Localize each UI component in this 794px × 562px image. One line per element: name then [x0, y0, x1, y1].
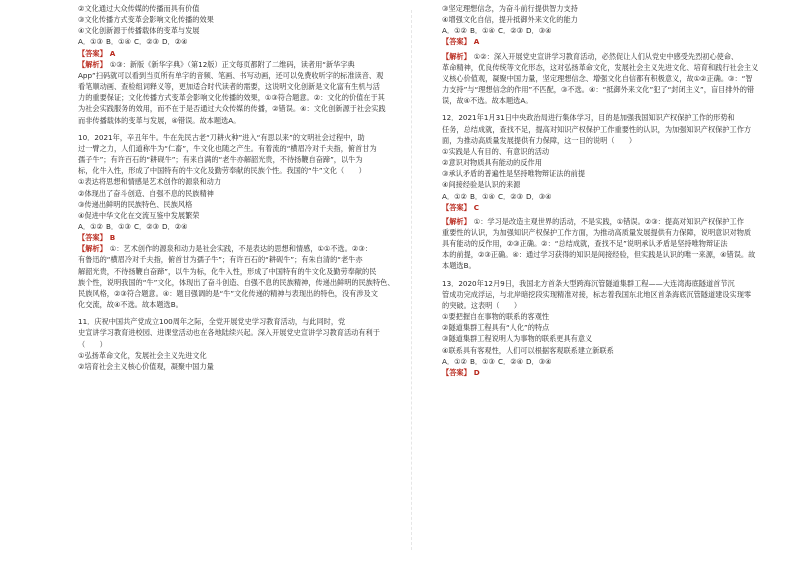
option-line: ①要把握自在事物的联系的客观性	[442, 312, 550, 322]
analysis-line: 【解析】 ①③：新版《新华字典》（第12版）正文每页都附了二维码，读者用“新华字典	[78, 59, 355, 69]
analysis-line: 【解析】 ①：艺术创作的源泉和动力是社会实践，不是表达的思想和情感，①①不选。②③：	[78, 244, 372, 254]
analysis-line: 化交流，故④不选。故本题选B。	[78, 300, 183, 310]
analysis-line: 重要性的认识，为加强知识产权保护工作方面，为推动高质量发展提供有力保障，说明意识对物质	[442, 227, 752, 237]
analysis-line: 【解析】 ①②：深入开展党史宣讲学习教育活动，必然促让人们从党史中感受先烈初心使命、	[442, 51, 739, 61]
question-text: 任务，总结成就，查找不足，提高对知识产权保护工作重要性的认识，为加强知识产权保护工作方	[442, 124, 752, 134]
analysis-line: 解韶光贵，不待扬鞭自奋蹄”，以牛为标，化牛入性，形成了中国特有的牛文化及勤劳奉献的民	[78, 266, 377, 276]
option-line: ③坚定理想信念，为奋斗前行提供智力支持	[442, 4, 578, 13]
option-line: ②文化通过大众传媒的传播而具有价值	[78, 4, 200, 13]
option-line: ④文化创新源于传播载体的变革与发展	[78, 26, 200, 36]
analysis-line: 误，故④不选。故本题选A。	[442, 96, 533, 106]
question-text: 史宣讲学习教育进校园、进课堂活动也在各地陆续兴起。深入开展党史宣讲学习教育活动有利于	[78, 328, 380, 338]
choice-row: A．①③ B．①④ C．②③ D．②④	[78, 37, 188, 47]
choice-row: A．①② B．①③ C．②③ D．②④	[78, 221, 188, 231]
option-line: ①实践是人有目的、有意识的活动	[442, 146, 550, 156]
analysis-line: 为社会实践服务的效用，而不在于是否通过大众传媒的传播，②错误。④：文化创新源于社会实践	[78, 104, 386, 114]
analysis-line: App”扫码就可以看到当页所有单字的音频、笔画、书写动画，还可以免费收听字的标准读音、观	[78, 70, 384, 80]
question-text: 面，为推动高质量发展提供有力保障，这一目的说明（ ）	[442, 135, 637, 145]
question-text: 标，化牛入性，形成了中国特有的牛文化及勤劳奉献的民族个性。我国的“牛”文化（ ）	[78, 166, 366, 176]
analysis-line: 民族风格，②③符合题意。④：题目强调的是“牛”文化传递的精神与表现出的特色，没有涉及文	[78, 288, 378, 298]
right-column	[442, 0, 772, 562]
analysis-line: 而非传播载体的变革与发展，④错误。故本题选A。	[78, 115, 241, 125]
option-line: ①弘扬革命文化，发展社会主义先进文化	[78, 350, 207, 360]
option-line: ④增强文化自信，提升抵御外来文化的能力	[442, 15, 578, 25]
question-10: 10．2021年，辛丑年牛。牛在先民古老“刀耕火种”进入“有思以来”的文明社会过程中，助	[78, 132, 365, 142]
answer-line: 【答案】 C	[442, 202, 480, 212]
option-line: ④促进中华文化在交流互鉴中发展繁荣	[78, 210, 200, 220]
question-13: 13．2020年12月9日，我国北方首条大型跨海沉管隧道集群工程——大连湾海底隧道首节沉	[442, 278, 735, 288]
answer-line: 【答案】 A	[442, 37, 480, 47]
answer-line: 【答案】 B	[78, 233, 116, 243]
question-11: 11．庆祝中国共产党成立100周年之际，全党开展党史学习教育活动，与此同时，党	[78, 317, 346, 327]
question-12: 12．2021年1月31日中央政治局进行集体学习，目的是加强我国知识产权保护工作的形势和	[442, 113, 735, 123]
analysis-line: 力支持”与“理想信念的作用”不匹配，③不选。④：“抵御外来文化”犯了“封闭主义”，盲目排外的错	[442, 85, 755, 95]
answer-line: 【答案】 D	[442, 367, 480, 377]
choice-row: A．①② B．①④ C．②③ D．③④	[442, 191, 552, 201]
analysis-line: 革命精神，优良传统等文化形态，这对弘扬革命文化，发展社会主义先进文化、培育和践行社会主义	[442, 62, 759, 72]
analysis-line: 族个性，说明我国的“牛”文化，体现出了奋斗创造、自强不息的民族精神，传递出鲜明的民族特色、	[78, 277, 395, 287]
option-line: ④联系具有客观性，人们可以根据客观联系建立新联系	[442, 345, 614, 355]
option-line: ③隧道集群工程说明人为事物的联系更具有意义	[442, 334, 593, 344]
analysis-line: 具有能动的反作用，②③正确。②：“总结成就，查找不足”说明承认矛盾是坚持唯物辩证法	[442, 239, 728, 249]
option-line: ②意识对物质具有能动的反作用	[442, 158, 542, 168]
option-line: ④间接经验是认识的来源	[442, 180, 521, 190]
analysis-line: 看笔顺动画、查检组词释义等，更加适合时代读者的需要，这说明文化创新是文化富有生机与活	[78, 82, 380, 92]
option-line: ②体现出了奋斗创造、自强不息的民族精神	[78, 188, 214, 198]
choice-row: A．①② B．①④ C．②③ D．③④	[442, 26, 552, 36]
option-line: ③文化传播方式变革会影响文化传播的效果	[78, 15, 214, 25]
question-text: 的突破。这表明（ ）	[442, 300, 522, 310]
question-text: 管成功完成浮运，与北岸暗挖段实现精准对接，标志着我国东北地区首条海底沉管隧道建设实现零	[442, 289, 752, 299]
choice-row: A．①② B．①③ C．②④ D．③④	[442, 356, 552, 366]
analysis-line: 有鲁迅的“横眉冷对千夫指，俯首甘为孺子牛”；有许百石的“耕砚牛”；有朱自清的“老牛亦	[78, 255, 363, 265]
analysis-line: 本的前提，②③正确。④：通过学习获得的知识是间接经验，但实践是认识的唯一来源，④错误。故	[442, 250, 756, 260]
question-text: 孺子牛”；有许百石的“耕砚牛”；有来自满的“老牛亦解韶光贵，不待扬鞭自奋蹄”，以牛为	[78, 155, 363, 165]
analysis-line: 力的重要保证；文化传播方式变革会影响文化传播的效果，①③符合题意。②：文化的价值在于其	[78, 93, 385, 103]
question-text: 过一臂之力，人们道称牛为“仁畜”，牛文化也随之产生。有着流的“横眉冷对千夫指，俯首甘为	[78, 143, 377, 153]
option-line: ③承认矛盾的普遍性是坚持唯物辩证法的前提	[442, 169, 586, 179]
option-line: ②隧道集群工程具有“人化”的特点	[442, 323, 550, 333]
analysis-line: 义核心价值观，凝聚中国力量，坚定理想信念、增强文化自信都有积极意义，故①②正确。③：“智	[442, 73, 753, 83]
option-line: ③传递出鲜明的民族特色、民族风格	[78, 199, 193, 209]
question-text: （ ）	[78, 339, 107, 349]
column-divider	[411, 10, 412, 550]
analysis-line: 本题选B。	[442, 261, 476, 271]
left-column	[78, 0, 408, 562]
option-line: ①表达将思想和情感是艺术创作的源泉和动力	[78, 177, 222, 187]
answer-line: 【答案】 A	[78, 48, 116, 58]
option-line: ②培育社会主义核心价值观，凝聚中国力量	[78, 361, 214, 371]
analysis-line: 【解析】 ①：学习是改造主观世界的活动，不是实践，①错误。②③：提高对知识产权保护工作	[442, 216, 744, 226]
